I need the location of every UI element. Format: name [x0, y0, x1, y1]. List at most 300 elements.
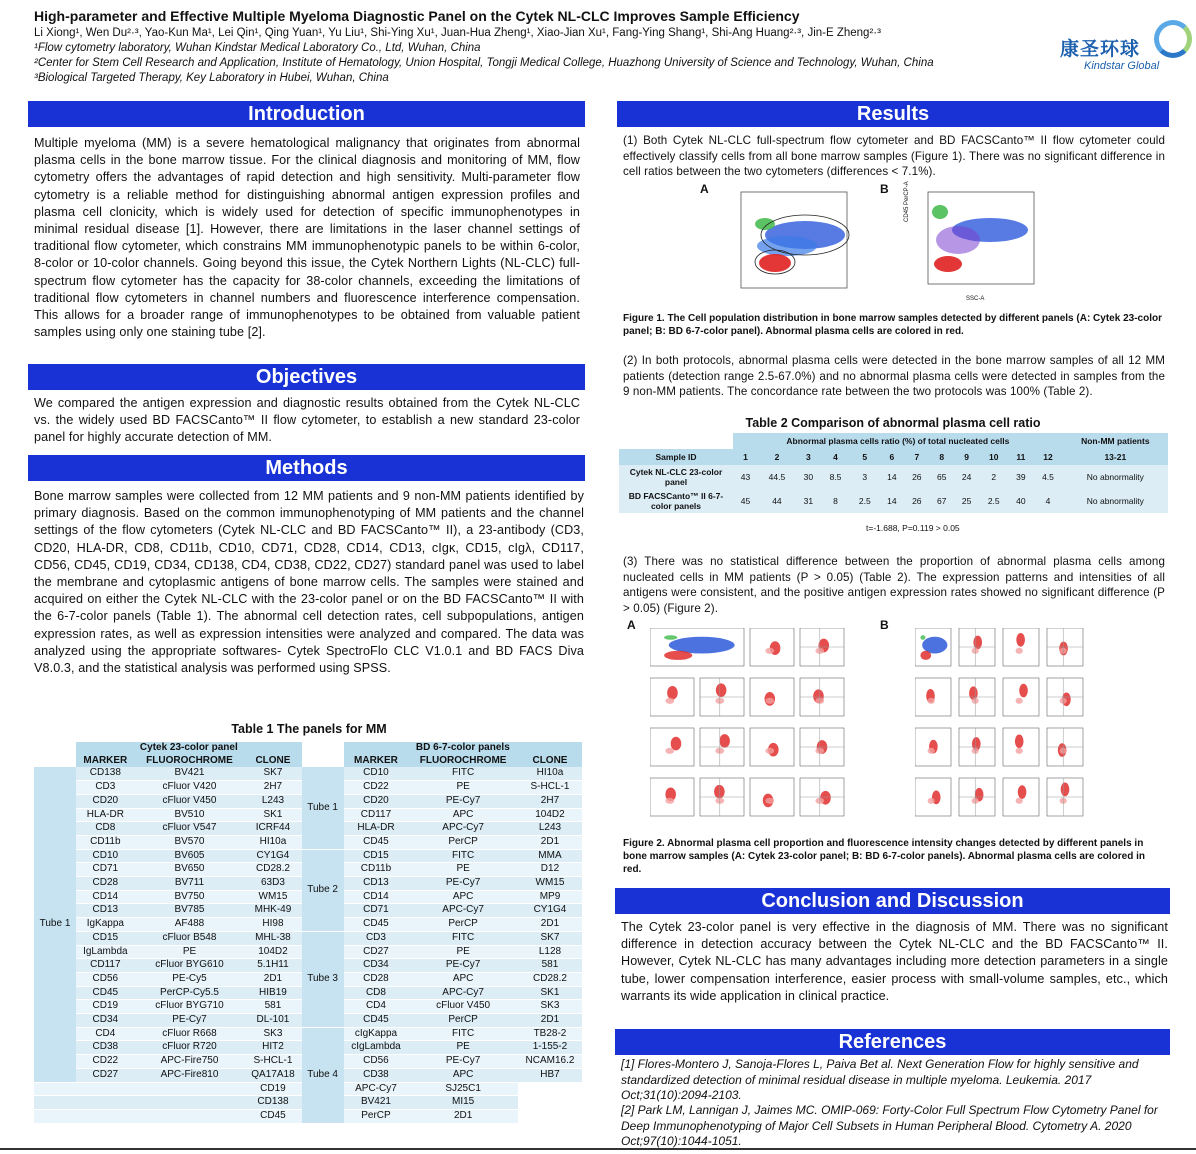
- table2: [619, 433, 1168, 513]
- table-cell: [34, 1096, 76, 1110]
- table-cell: SK3: [518, 1000, 582, 1014]
- table-cell: CD14: [344, 890, 409, 904]
- table-cell: SK1: [244, 808, 301, 822]
- figure2-cell-cluster: [765, 698, 774, 704]
- table-cell: 3: [850, 465, 879, 489]
- table-cell: BV711: [135, 877, 245, 891]
- figure2-panel: [800, 628, 844, 666]
- table-cell: 44: [758, 489, 796, 513]
- table-cell: cIgKappa: [344, 1027, 409, 1041]
- figure2-panel: [1047, 778, 1083, 816]
- table-cell: IgLambda: [76, 945, 135, 959]
- figure2-cell-cluster: [1016, 798, 1023, 804]
- table-cell: CD19: [76, 1000, 135, 1014]
- table-cell: WM15: [244, 890, 301, 904]
- table-cell: HIT2: [244, 1041, 301, 1055]
- table-cell: CD10: [76, 849, 135, 863]
- table-cell: PE-Cy7: [408, 877, 518, 891]
- table-cell: CD34: [76, 1014, 135, 1028]
- figure2-panel: [1003, 778, 1039, 816]
- table-cell: BV750: [135, 890, 245, 904]
- figure2-cell-cluster: [1016, 698, 1023, 704]
- figure2-panel: [800, 728, 844, 766]
- authors: Li Xiong¹, Wen Du²·³, Yao-Kun Ma¹, Lei Qin¹, Qing Yuan¹, Yu Liu¹, Shi-Ying Xu¹, Juan-Hua Zheng¹, Xiao-Jian Xu¹, Fang-Ying Shang¹, Shi-Ang Huang²·³, Jin-E Zheng²·³: [34, 27, 881, 39]
- table2-sample-id: 9: [954, 449, 979, 465]
- table-cell: CD34: [344, 959, 409, 973]
- table-cell: MHK-49: [244, 904, 301, 918]
- table-cell: cFluor R668: [135, 1027, 245, 1041]
- table-cell: L243: [518, 822, 582, 836]
- figure1-b-gate-green: [932, 205, 948, 219]
- table-cell: CD8: [76, 822, 135, 836]
- table-cell: 8: [821, 489, 850, 513]
- table2-sample-id: 10: [979, 449, 1008, 465]
- table-cell: CD10: [344, 767, 409, 780]
- figure2-panel: [1003, 728, 1039, 766]
- table2-nonmm-header: Non-MM patients: [1063, 433, 1168, 449]
- figure2-cell-cluster: [716, 683, 727, 697]
- table-cell: PE: [408, 945, 518, 959]
- table-cell: CD27: [76, 1068, 135, 1082]
- table-cell: APC-Cy7: [408, 822, 518, 836]
- table-cell: 2D1: [518, 835, 582, 849]
- table-cell: CD4: [344, 1000, 409, 1014]
- table-cell: BV421: [344, 1096, 409, 1110]
- figure1-caption: Figure 1. The Cell population distribution in bone marrow samples detected by different panels (A: Cytek 23-color panel; B: BD 6-7-color panel). Abnormal plasma cells are colored in red.: [623, 313, 1162, 337]
- figure2-panel: [1003, 628, 1039, 666]
- table-cell: PE: [408, 863, 518, 877]
- table-cell: DL-101: [244, 1014, 301, 1028]
- table-cell: [76, 1096, 135, 1110]
- table-cell: 63D3: [244, 877, 301, 891]
- table-cell: 2D1: [518, 1014, 582, 1028]
- table1-tube-label: Tube 2: [302, 849, 344, 931]
- affiliation-1: ¹Flow cytometry laboratory, Wuhan Kindstar Medical Laboratory Co., Ltd, Wuhan, China: [34, 42, 481, 54]
- table2-row-label: BD FACSCanto™ II 6-7-color panels: [619, 489, 733, 513]
- table-cell: APC-Cy7: [344, 1082, 409, 1096]
- table-cell: CD22: [344, 781, 409, 795]
- figure2-panel: [915, 728, 951, 766]
- figure2-panel: [959, 728, 995, 766]
- figure2-panel: [1003, 678, 1039, 716]
- table2-sample-id: 7: [904, 449, 929, 465]
- figure2-panel: [800, 678, 844, 716]
- table-cell: HLA-DR: [344, 822, 409, 836]
- table-cell: PE: [408, 1041, 518, 1055]
- table-cell: MP9: [518, 890, 582, 904]
- table-cell: CD71: [76, 863, 135, 877]
- table-cell: SJ25C1: [408, 1082, 518, 1096]
- table-cell: CD45: [344, 1014, 409, 1028]
- table-cell: 1-155-2: [518, 1041, 582, 1055]
- table-cell: [76, 1109, 135, 1123]
- table-cell: cFluor B548: [135, 931, 245, 945]
- figure2-panel: [700, 678, 744, 716]
- figure2-panel: [750, 728, 794, 766]
- figure2-b-panels: [915, 628, 1085, 833]
- table-cell: NCAM16.2: [518, 1055, 582, 1069]
- table-cell: 2H7: [244, 781, 301, 795]
- table-cell: 2D1: [518, 918, 582, 932]
- table-cell: 2D1: [408, 1109, 518, 1123]
- figure1-a-plasma-cells: [759, 254, 791, 272]
- figure2-panel: [650, 628, 744, 666]
- table2-sample-id: 8: [929, 449, 954, 465]
- table2-sample-id: 12: [1033, 449, 1062, 465]
- table-cell: APC-Cy7: [408, 904, 518, 918]
- table-cell: CD11b: [76, 835, 135, 849]
- table1-tube-label: Tube 4: [302, 1027, 344, 1123]
- figure2-cell-cluster: [1016, 648, 1023, 654]
- table-cell: MHL-38: [244, 931, 301, 945]
- table1-header: MARKER: [344, 755, 409, 768]
- table-cell: 5.1H11: [244, 959, 301, 973]
- affiliation-2: ²Center for Stem Cell Research and Application, Institute of Hematology, Union Hospital, Tongji Medical College, Huazhong University of Science and Technology, Wuhan, China: [34, 57, 934, 69]
- table-cell: 45: [733, 489, 758, 513]
- table2-statistic: t=-1.688, P=0.119 > 0.05: [866, 523, 960, 533]
- figure1-b-plot: [918, 190, 1036, 298]
- figure2-caption: Figure 2. Abnormal plasma cell proportion and fluorescence intensity changes detected by different panels in bone marrow samples (A: Cytek 23-color panel; B: BD 6-7-color panels). Abnormal plasma cells are colored in red.: [623, 838, 1145, 875]
- table-cell: PerCP: [408, 918, 518, 932]
- table-cell: cFluor R720: [135, 1041, 245, 1055]
- table-cell: CD56: [76, 972, 135, 986]
- table-cell: CD117: [76, 959, 135, 973]
- table-cell: 25: [954, 489, 979, 513]
- section-title-results: Results: [617, 101, 1169, 127]
- table-cell: CD13: [76, 904, 135, 918]
- figure2-label-a: A: [627, 618, 636, 632]
- figure2-label-b: B: [880, 618, 889, 632]
- table2-sample-id: 1: [733, 449, 758, 465]
- table-cell: BV570: [135, 835, 245, 849]
- table-cell: No abnormality: [1063, 489, 1168, 513]
- figure2-panel: [915, 678, 951, 716]
- table-cell: [135, 1109, 245, 1123]
- table-cell: 31: [796, 489, 821, 513]
- table-cell: CD20: [344, 794, 409, 808]
- reference-1: [1] Flores-Montero J, Sanoja-Flores L, Paiva Bet al. Next Generation Flow for highly sensitive and standardized detection of minimal residual disease in multiple myeloma. Leukemia. 2017 Oct;31(10):2094-2103.: [621, 1057, 1139, 1102]
- figure2-panel: [750, 778, 794, 816]
- table-cell: BV650: [135, 863, 245, 877]
- table-cell: cIgLambda: [344, 1041, 409, 1055]
- table-cell: 39: [1008, 465, 1033, 489]
- table-cell: CD71: [344, 904, 409, 918]
- table-cell: [34, 1109, 76, 1123]
- results-text-3: (3) There was no statistical difference between the proportion of abnormal plasma cells among nucleated cells in MM patients (P > 0.05) (Table 2). The expression patterns and intensities of all antigens were consistent, and the positive antigen expression rates showed no significant difference (P > 0.05) (Figure 2).: [623, 555, 1165, 615]
- table-cell: 2: [979, 465, 1008, 489]
- table-cell: [34, 1082, 76, 1096]
- table1-tube-label-left: Tube 1: [34, 767, 76, 1082]
- methods-text: Bone marrow samples were collected from 12 MM patients and 9 non-MM patients identified by primary diagnosis. Based on the common immunophenotyping of MM patients and the channel settings of the flow cytometers (Cytek NL-CLC and BD FACSCanto™ II), a 23-antibody (CD3, CD20, HLA-DR, CD8, CD11b, CD10, CD71, CD28, CD14, CD13, cIgκ, CD15, cIgλ, CD117, CD56, CD45, CD19, CD34, CD138, CD4, CD38, CD22, CD27) standard panel was used to label the membrane and cytoplasmic antigens of bone marrow cells. The samples were stained and acquired on either the Cytek NL-CLC with the 23-color panel or on the BD FACSCanto™ II with the 6-7-color panels (Table 1). The abnormal cell detection rates, cell subpopulations, antigen expression rates, as well as expression intensities were analyzed and compared. The data was analyzed using the appropriate softwares- Cytek SpectroFlo CLC V1.0.1 and BD FACS Diva V8.0.3, and the statistical analysis was performed using SPSS.: [34, 489, 584, 676]
- table-cell: CD4: [76, 1027, 135, 1041]
- table2-group-header: Abnormal plasma cells ratio (%) of total nucleated cells: [733, 433, 1063, 449]
- results-text-2: (2) In both protocols, abnormal plasma cells were detected in the bone marrow samples of all 12 MM patients (detection range 2.5-67.0%) and no abnormal plasma cells were detected in samples from the 9 non-MM patients. The concordance rate between the two protocols was 100% (Table 2).: [623, 354, 1165, 398]
- figure2-cell-cluster: [664, 635, 677, 640]
- figure2-cell-cluster: [765, 798, 774, 804]
- table-cell: 104D2: [244, 945, 301, 959]
- table-cell: 44.5: [758, 465, 796, 489]
- table-cell: CD45: [344, 835, 409, 849]
- table-cell: APC: [408, 890, 518, 904]
- table-cell: CD3: [344, 931, 409, 945]
- section-title-introduction: Introduction: [28, 101, 585, 127]
- figure2-cell-cluster: [1016, 633, 1025, 647]
- table-cell: SK1: [518, 986, 582, 1000]
- figure2-panel: [915, 628, 951, 666]
- table-cell: CD117: [344, 808, 409, 822]
- table-cell: HI98: [244, 918, 301, 932]
- table-cell: QA17A18: [244, 1068, 301, 1082]
- table-cell: cFluor BYG710: [135, 1000, 245, 1014]
- table-cell: L128: [518, 945, 582, 959]
- figure1-b-plasma-cells: [934, 256, 962, 272]
- table1-header: CLONE: [518, 755, 582, 768]
- table-cell: PerCP: [408, 1014, 518, 1028]
- table-cell: BV785: [135, 904, 245, 918]
- figure2-panel: [959, 778, 995, 816]
- table-cell: CD3: [76, 781, 135, 795]
- figure2-cell-cluster: [667, 686, 678, 700]
- table-row: [619, 465, 1168, 489]
- table-cell: CD45: [76, 986, 135, 1000]
- table-cell: HB7: [518, 1068, 582, 1082]
- results-text-1: (1) Both Cytek NL-CLC full-spectrum flow cytometer and BD FACSCanto™ II flow cytometer could effectively classify cells from all bone marrow samples (Figure 1). There was no significant difference in cell ratios between the two cytometers (differences < 7.1%).: [623, 134, 1165, 178]
- figure2-cell-cluster: [719, 734, 730, 748]
- figure2-cell-cluster: [1015, 734, 1024, 748]
- figure2-panel: [700, 778, 744, 816]
- objectives-text: We compared the antigen expression and diagnostic results obtained from the Cytek NL-CLC vs. the widely used BD FACSCanto™ II flow cytometer, to establish a new standard 23-color panel for highly accurate detection of MM.: [34, 396, 580, 445]
- figure2-cell-cluster: [1019, 684, 1028, 698]
- table-cell: CD13: [344, 877, 409, 891]
- table-cell: 581: [518, 959, 582, 973]
- table-cell: cFluor BYG610: [135, 959, 245, 973]
- table-cell: 2D1: [244, 972, 301, 986]
- table-cell: CY1G4: [518, 904, 582, 918]
- figure1-label-a: A: [700, 182, 709, 196]
- figure2-panel: [915, 778, 951, 816]
- table-cell: [135, 1096, 245, 1110]
- table-cell: MI15: [408, 1096, 518, 1110]
- table1-tube-label: Tube 1: [302, 767, 344, 849]
- table-cell: L243: [244, 794, 301, 808]
- table-cell: APC: [408, 808, 518, 822]
- table-cell: CD22: [76, 1055, 135, 1069]
- table-cell: PE-Cy5: [135, 972, 245, 986]
- table2-sample-id: 11: [1008, 449, 1033, 465]
- table2-row-label: Cytek NL-CLC 23-color panel: [619, 465, 733, 489]
- table-cell: 26: [904, 489, 929, 513]
- table-cell: FITC: [408, 849, 518, 863]
- table1-header: FLUOROCHROME: [135, 755, 245, 768]
- introduction-text: Multiple myeloma (MM) is a severe hematological malignancy that originates from abnormal plasma cells in the bone marrow tissue. For the clinical diagnosis and monitoring of MM, flow cytometry offers the advantages of rapid detection and high sensitivity. Multi-parameter flow cytometry is a reliable method for distinguishing abnormal antigen expression profiles and plasma cell clonicity, which is widely used for detection of specific immunophenotypes in minimal residual disease [1]. However, there are limitations in the laser channel settings of traditional flow cytometer, which constrains MM immunophenotypic panels to be within 6-color, 8-color or 10-color channels. Going beyond this issue, the Cytek Northern Lights (NL-CLC) full-spectrum flow cytometer has the capacity for 38-color channels, exceeding the limitations of traditional flow cytometers in channel numbers and fluorescence interference compensation. This allows for a broader range of immunophenotypes to be obtained from valuable patient samples using only one staining tube [2].: [34, 136, 580, 340]
- table-cell: CD45: [344, 918, 409, 932]
- figure2-panel: [750, 678, 794, 716]
- table-cell: S-HCL-1: [518, 781, 582, 795]
- figure2-panel-frame: [1003, 678, 1039, 716]
- table-cell: 65: [929, 465, 954, 489]
- figure1-b-y-axis-label: CD45 PerCP-A: [904, 181, 910, 222]
- figure2-cell-cluster: [765, 648, 774, 654]
- table-row: [34, 931, 582, 945]
- table-cell: APC-Cy7: [408, 986, 518, 1000]
- table-cell: CD56: [344, 1055, 409, 1069]
- table-cell: CD28: [76, 877, 135, 891]
- table-cell: CD28.2: [244, 863, 301, 877]
- table2-sample-label: Sample ID: [619, 449, 733, 465]
- table-cell: FITC: [408, 1027, 518, 1041]
- table-cell: D12: [518, 863, 582, 877]
- table2-sample-id: 2: [758, 449, 796, 465]
- table-cell: APC-Fire810: [135, 1068, 245, 1082]
- logo-english-text: Kindstar Global: [1084, 60, 1160, 72]
- table-cell: 2H7: [518, 794, 582, 808]
- table-cell: 67: [929, 489, 954, 513]
- table-cell: PE-Cy7: [408, 1055, 518, 1069]
- table-cell: SK3: [244, 1027, 301, 1041]
- table-cell: 40: [1008, 489, 1033, 513]
- table-cell: HI10a: [518, 767, 582, 780]
- figure2-panel: [959, 628, 995, 666]
- table-cell: FITC: [408, 931, 518, 945]
- section-title-conclusion: Conclusion and Discussion: [615, 888, 1170, 914]
- figure1-b-population-2: [936, 226, 980, 254]
- affiliation-3: ³Biological Targeted Therapy, Key Laboratory in Hubei, Wuhan, China: [34, 72, 389, 84]
- table-cell: HLA-DR: [76, 808, 135, 822]
- table-cell: cFluor V420: [135, 781, 245, 795]
- figure2-panel: [1047, 628, 1083, 666]
- table-cell: CD15: [76, 931, 135, 945]
- table-cell: BV421: [135, 767, 245, 780]
- table2-sample-id: 6: [879, 449, 904, 465]
- poster-title: High-parameter and Effective Multiple Myeloma Diagnostic Panel on the Cytek NL-CLC Improves Sample Efficiency: [34, 8, 800, 24]
- table-cell: AF488: [135, 918, 245, 932]
- table2-sample-id: 5: [850, 449, 879, 465]
- table-cell: SK7: [244, 767, 301, 780]
- table-cell: APC: [408, 1068, 518, 1082]
- table1-title: Table 1 The panels for MM: [231, 722, 387, 736]
- table1-tube-label: Tube 3: [302, 931, 344, 1027]
- table-cell: FITC: [408, 767, 518, 780]
- figure2-cell-cluster: [920, 635, 925, 640]
- figure2-cell-cluster: [664, 651, 692, 660]
- table-cell: CD14: [76, 890, 135, 904]
- table-cell: APC-Fire750: [135, 1055, 245, 1069]
- table-cell: BV510: [135, 808, 245, 822]
- figure2-cell-cluster: [1018, 785, 1027, 799]
- table-cell: 4.5: [1033, 465, 1062, 489]
- table-cell: SK7: [518, 931, 582, 945]
- table-cell: 14: [879, 489, 904, 513]
- figure1-label-b: B: [880, 182, 889, 196]
- table-cell: PE-Cy7: [408, 794, 518, 808]
- table1: [34, 742, 582, 1124]
- table-cell: CD38: [76, 1041, 135, 1055]
- table-cell: cFluor V450: [408, 1000, 518, 1014]
- table1-header: MARKER: [76, 755, 135, 768]
- table-row: [34, 1027, 582, 1041]
- table-row: [619, 489, 1168, 513]
- table1-group-bd: BD 6-7-color panels: [344, 742, 582, 755]
- table-cell: PE: [408, 781, 518, 795]
- figure2-panel: [650, 678, 694, 716]
- table-cell: PE-Cy7: [408, 959, 518, 973]
- table-cell: 104D2: [518, 808, 582, 822]
- logo-ring-icon: [1154, 20, 1192, 58]
- figure2-cell-cluster: [665, 748, 674, 754]
- figure1-b-x-axis-label: SSC-A: [966, 296, 985, 302]
- table-cell: CD38: [344, 1068, 409, 1082]
- table-cell: CD20: [76, 794, 135, 808]
- figure1-a-plot: [735, 190, 850, 300]
- table-cell: PerCP: [344, 1109, 409, 1123]
- table-cell: CD138: [244, 1096, 301, 1110]
- figure2-cell-cluster: [928, 798, 935, 804]
- figure2-cell-cluster: [1061, 783, 1070, 797]
- figure2-panel: [800, 778, 844, 816]
- section-title-methods: Methods: [28, 455, 585, 481]
- table-cell: WM15: [518, 877, 582, 891]
- table-cell: APC: [408, 972, 518, 986]
- figure2-panel: [750, 628, 794, 666]
- figure2-panel: [1047, 678, 1083, 716]
- table-cell: TB28-2: [518, 1027, 582, 1041]
- table-cell: S-HCL-1: [244, 1055, 301, 1069]
- table-cell: 581: [244, 1000, 301, 1014]
- figure2-panel: [650, 778, 694, 816]
- table-cell: 4: [1033, 489, 1062, 513]
- bottom-rule: [0, 1148, 1196, 1150]
- table1-header: CLONE: [244, 755, 301, 768]
- conclusion-text: The Cytek 23-color panel is very effective in the diagnosis of MM. There was no significant difference in detection accuracy between the Cytek NL-CLC and the BD FACSCanto™ II. However, Cytek NL-CLC has many advantages including more detection parameters in a single tube, lower compensation interference, easier process with small-volume samples, etc., which warrants its wide application in clinical practice.: [621, 920, 1168, 1003]
- figure2-cell-cluster: [920, 651, 931, 660]
- table-cell: 30: [796, 465, 821, 489]
- table-cell: [76, 1082, 135, 1096]
- table-cell: 2.5: [850, 489, 879, 513]
- figure2-cell-cluster: [1016, 748, 1023, 754]
- logo-chinese-text: 康圣环球: [1060, 38, 1141, 60]
- figure2-cell-cluster: [665, 698, 674, 704]
- table2-title: Table 2 Comparison of abnormal plasma cell ratio: [745, 416, 1041, 430]
- table2-sample-id: 4: [821, 449, 850, 465]
- table2-sample-id: 13-21: [1063, 449, 1168, 465]
- figure1-a-gate-green: [755, 218, 775, 230]
- table-cell: PE-Cy7: [135, 1014, 245, 1028]
- table-cell: CD45: [244, 1109, 301, 1123]
- figure2-cell-cluster: [765, 748, 774, 754]
- reference-2: [2] Park LM, Lannigan J, Jaimes MC. OMIP-069: Forty-Color Full Spectrum Flow Cytometry Panel for Deep Immunophenotyping of Major Cell Subsets in Human Peripheral Blood. Cytometry A. 2020 Oct;97(10):1044-1051.: [621, 1103, 1158, 1148]
- table-cell: PE: [135, 945, 245, 959]
- table-cell: CY1G4: [244, 849, 301, 863]
- table1-header: FLUOROCHROME: [408, 755, 518, 768]
- table-cell: CD138: [76, 767, 135, 780]
- table-cell: 24: [954, 465, 979, 489]
- table-cell: CD27: [344, 945, 409, 959]
- figure2-cell-cluster: [665, 798, 674, 804]
- table-cell: BV605: [135, 849, 245, 863]
- section-title-objectives: Objectives: [28, 364, 585, 390]
- figure2-cell-cluster: [928, 748, 935, 754]
- section-title-references: References: [615, 1029, 1170, 1055]
- table-cell: cFluor V450: [135, 794, 245, 808]
- table-cell: CD19: [244, 1082, 301, 1096]
- table-row: [34, 849, 582, 863]
- table-cell: No abnormality: [1063, 465, 1168, 489]
- table1-group-cytek: Cytek 23-color panel: [76, 742, 302, 755]
- table2-sample-id: 3: [796, 449, 821, 465]
- figure2-panel: [700, 728, 744, 766]
- table-cell: IgKappa: [76, 918, 135, 932]
- figure2-panel: [1047, 728, 1083, 766]
